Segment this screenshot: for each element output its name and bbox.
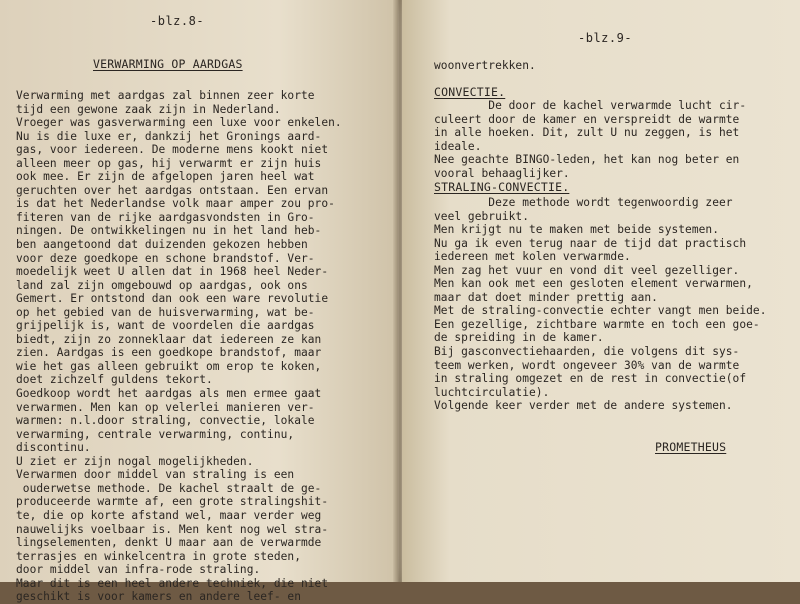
text-line: verwarmen. Men kan op velerlei manieren ver- <box>16 400 315 414</box>
text-line: geschikt is voor kamers en andere leef- en <box>16 590 301 604</box>
author-signature: PROMETHEUS <box>655 440 727 454</box>
text-line: iedereen met kolen verwarmde. <box>434 250 631 264</box>
text-line: biedt, zijn zo zonneklaar dat iedereen ze kan <box>16 332 322 346</box>
text-line: vooral behaaglijker. <box>434 166 570 180</box>
text-line: geruchten over het aardgas ontstaan. Een ervan <box>16 183 329 197</box>
text-line: lingselementen, denkt U maar aan de verwarmde <box>16 536 322 550</box>
text-line: zien. Aardgas is een goedkope brandstof, maar <box>16 346 322 360</box>
text-line: Met de straling-convectie echter vangt men beide. <box>434 304 767 318</box>
text-line: Goedkoop wordt het aardgas als men ermee gaat <box>16 387 322 401</box>
text-line: op het gebied van de huisverwarming, wat be- <box>16 305 315 319</box>
text-line: alleen meer op gas, hij verwarmt er zijn huis <box>16 156 322 170</box>
text-line: terrasjes en winkelcentra in grote steden, <box>16 549 301 563</box>
text-line: Nee geachte BINGO-leden, het kan nog beter en <box>434 153 740 167</box>
text-line: Nu ga ik even terug naar de tijd dat practisch <box>434 236 747 250</box>
text-line: de spreiding in de kamer. <box>434 331 604 345</box>
section-heading-convectie: CONVECTIE. <box>434 85 506 99</box>
text-line: luchtcirculatie). <box>434 385 550 399</box>
text-line: Men krijgt nu te maken met beide systemen. <box>434 223 719 237</box>
page-number: -blz.9- <box>578 31 633 45</box>
text-line: wie het gas alleen gebruikt om erop te koken, <box>16 359 322 373</box>
text-line: Volgende keer verder met de andere systemen. <box>434 399 733 413</box>
text-line: Men zag het vuur en vond dit veel gezelliger. <box>434 263 740 277</box>
text-line: De door de kachel verwarmde lucht cir- <box>434 99 747 112</box>
text-line: door middel van infra-rode straling. <box>16 563 261 577</box>
text-line: land zal zijn omgebouwd op aardgas, ook ons <box>16 278 308 292</box>
left-page <box>0 0 398 604</box>
text-line: te, die op korte afstand wel, maar verder weg <box>16 508 322 522</box>
text-line: ook mee. Er zijn de afgelopen jaren heel wat <box>16 170 315 184</box>
text-line: in straling omgezet en de rest in convectie(of <box>434 372 747 386</box>
text-line: discontinu. <box>16 441 91 455</box>
section-heading-straling-convectie: STRALING-CONVECTIE. <box>434 180 570 194</box>
text-line: teem werken, wordt ongeveer 30% van de warmte <box>434 358 740 372</box>
text-line: Deze methode wordt tegenwoordig zeer <box>434 196 733 209</box>
straling-convectie-body <box>434 196 767 413</box>
text-line: Een gezellige, zichtbare warmte en toch een goe- <box>434 317 760 331</box>
text-line: Bij gasconvectiehaarden, die volgens dit sys- <box>434 345 740 359</box>
text-line: culeert door de kamer en verspreidt de warmte <box>434 112 740 126</box>
text-line: maar dat doet minder prettig aan. <box>434 290 658 304</box>
text-line: Verwarmen door middel van straling is een <box>16 468 295 482</box>
text-line: ningen. De ontwikkelingen nu in het land heb- <box>16 224 322 238</box>
continuation-text: woonvertrekken. <box>434 59 536 72</box>
text-line: fiteren van de rijke aardgasvondsten in Gro- <box>16 210 315 224</box>
text-line: Men kan ook met een gesloten element verwarmen, <box>434 277 753 291</box>
page-number: -blz.8- <box>150 14 205 28</box>
text-line: veel gebruikt. <box>434 209 529 223</box>
article-body <box>16 89 342 604</box>
text-line: in alle hoeken. Dit, zult U nu zeggen, is het <box>434 126 740 140</box>
text-line: ideale. <box>434 139 482 153</box>
text-line: Nu is die luxe er, dankzij het Gronings aard- <box>16 129 322 143</box>
article-heading: VERWARMING OP AARDGAS <box>93 57 243 71</box>
convectie-body <box>434 99 746 180</box>
text-line: voor deze goedkope en schone brandstof. Ver- <box>16 251 315 265</box>
text-line: is dat het Nederlandse volk maar amper zou pro- <box>16 197 335 211</box>
text-line: Gemert. Er ontstond dan ook een ware revolutie <box>16 292 329 306</box>
text-line: doet zichzelf guldens tekort. <box>16 373 213 387</box>
text-line: verwarming, centrale verwarming, continu, <box>16 427 295 441</box>
text-line: produceerde warmte af, een grote stralingshit- <box>16 495 329 509</box>
text-line: warmen: n.l.door straling, convectie, lokale <box>16 414 315 428</box>
text-line: tijd een gewone zaak zijn in Nederland. <box>16 102 281 116</box>
text-line: ben aangetoond dat duizenden gekozen hebben <box>16 238 308 252</box>
text-line: moedelijk weet U allen dat in 1968 heel Neder- <box>16 265 329 279</box>
text-line: ouderwetse methode. De kachel straalt de ge- <box>16 481 322 495</box>
text-line: nauwelijks voelbaar is. Men kent nog wel stra- <box>16 522 329 536</box>
text-line: grijpelijk is, want de voordelen die aardgas <box>16 319 315 333</box>
text-line: gas, voor iedereen. De moderne mens kookt niet <box>16 143 329 157</box>
text-line: Verwarming met aardgas zal binnen zeer korte <box>16 89 315 102</box>
text-line: U ziet er zijn nogal mogelijkheden. <box>16 454 254 468</box>
text-line: Maar dit is een heel andere techniek, die niet <box>16 576 329 590</box>
text-line: Vroeger was gasverwarming een luxe voor enkelen. <box>16 116 342 130</box>
